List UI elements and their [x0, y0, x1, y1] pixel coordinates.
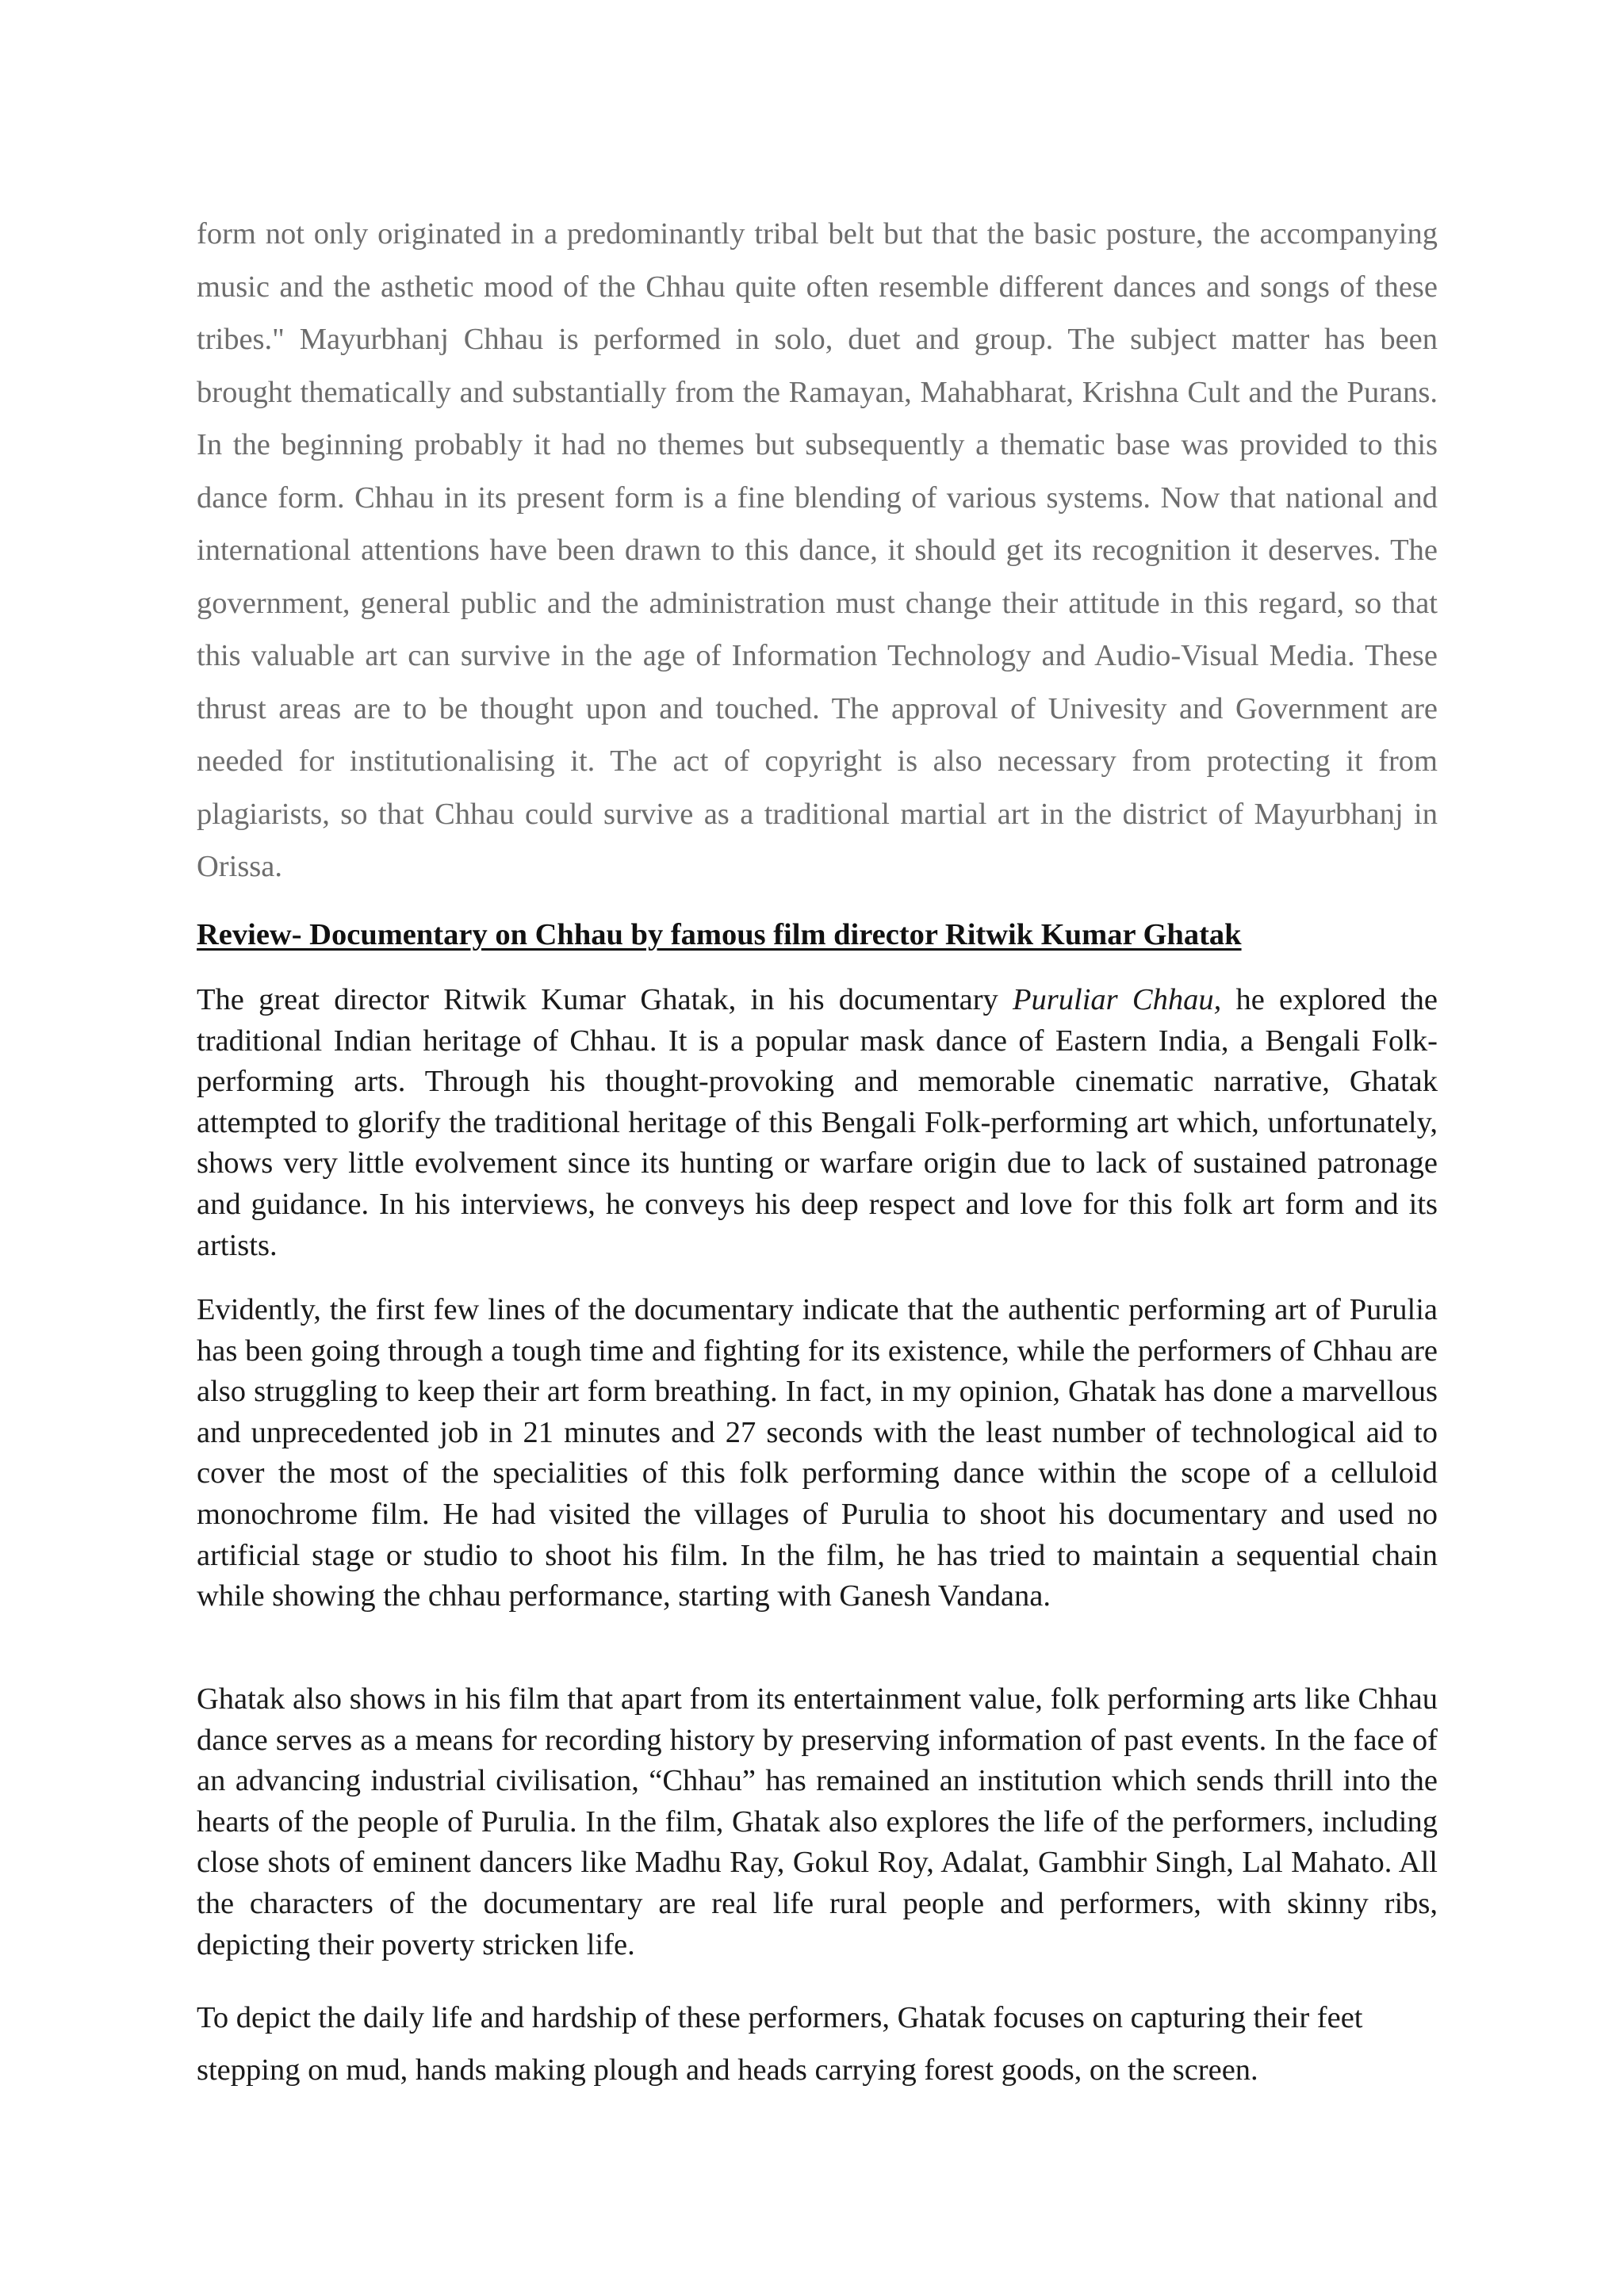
review-paragraph-3: Ghatak also shows in his film that apart from its entertainment value, folk performing arts like Chhau dance serves as a means for recording history by preserving information of past events. In the face of an advancing industrial civilisation, “Chhau” has remained an institution which sends thrill into the hearts of the people of Purulia. In the film, Ghatak also explores the life of the performers, including close shots of eminent dancers like Madhu Ray, Gokul Roy, Adalat, Gambhir Singh, Lal Mahato. All the characters of the documentary are real life rural people and performers, with skinny ribs, depicting their poverty stricken life.	[197, 1682, 1438, 1961]
section-heading: Review- Documentary on Chhau by famous film director Ritwik Kumar Ghatak	[197, 918, 1242, 951]
film-title: Puruliar Chhau,	[1013, 983, 1222, 1016]
intro-paragraph: form not only originated in a predominantly tribal belt but that the basic posture, the accompanying music and the asthetic mood of the Chhau quite often resemble different dances and songs of these tribes." Mayurbhanj Chhau is performed in solo, duet and group. The subject matter has been brought thematically and substantially from the Ramayan, Mahabharat, Krishna Cult and the Purans. In the beginning probably it had no themes but subsequently a thematic base was provided to this dance form. Chhau in its present form is a fine blending of various systems. Now that national and international attentions have been drawn to this dance, it should get its recognition it deserves. The government, general public and the administration must change their attitude in this regard, so that this valuable art can survive in the age of Information Technology and Audio-Visual Media. These thrust areas are to be thought upon and touched. The approval of Univesity and Government are needed for institutionalising it. The act of copyright is also necessary from protecting it from plagiarists, so that Chhau could survive as a traditional martial art in the district of Mayurbhanj in Orissa.	[197, 217, 1438, 883]
review-paragraph-1-lead: The great director Ritwik Kumar Ghatak, in his documentary	[197, 983, 1013, 1016]
review-paragraph-4: To depict the daily life and hardship of these performers, Ghatak focuses on capturing their feet stepping on mud, hands making plough and heads carrying forest goods, on the screen.	[197, 2001, 1363, 2087]
review-paragraph-1	[197, 980, 1438, 1266]
review-paragraph-2: Evidently, the first few lines of the documentary indicate that the authentic performing art of Purulia has been going through a tough time and fighting for its existence, while the performers of Chhau are also struggling to keep their art form breathing. In fact, in my opinion, Ghatak has done a marvellous and unprecedented job in 21 minutes and 27 seconds with the least number of technological aid to cover the most of the specialities of this folk performing dance within the scope of a celluloid monochrome film. He had visited the villages of Purulia to shoot his documentary and used no artificial stage or studio to shoot his film. In the film, he has tried to maintain a sequential chain while showing the chhau performance, starting with Ganesh Vandana.	[197, 1293, 1438, 1613]
review-paragraph-1-rest: he explored the traditional Indian heritage of Chhau. It is a popular mask dance of Eastern India, a Bengali Folk-performing arts. Through his thought-provoking and memorable cinematic narrative, Ghatak attempted to glorify the traditional heritage of this Bengali Folk-performing art which, unfortunately, shows very little evolvement since its hunting or warfare origin due to lack of sustained patronage and guidance. In his interviews, he conveys his deep respect and love for this folk art form and its artists.	[197, 983, 1438, 1262]
